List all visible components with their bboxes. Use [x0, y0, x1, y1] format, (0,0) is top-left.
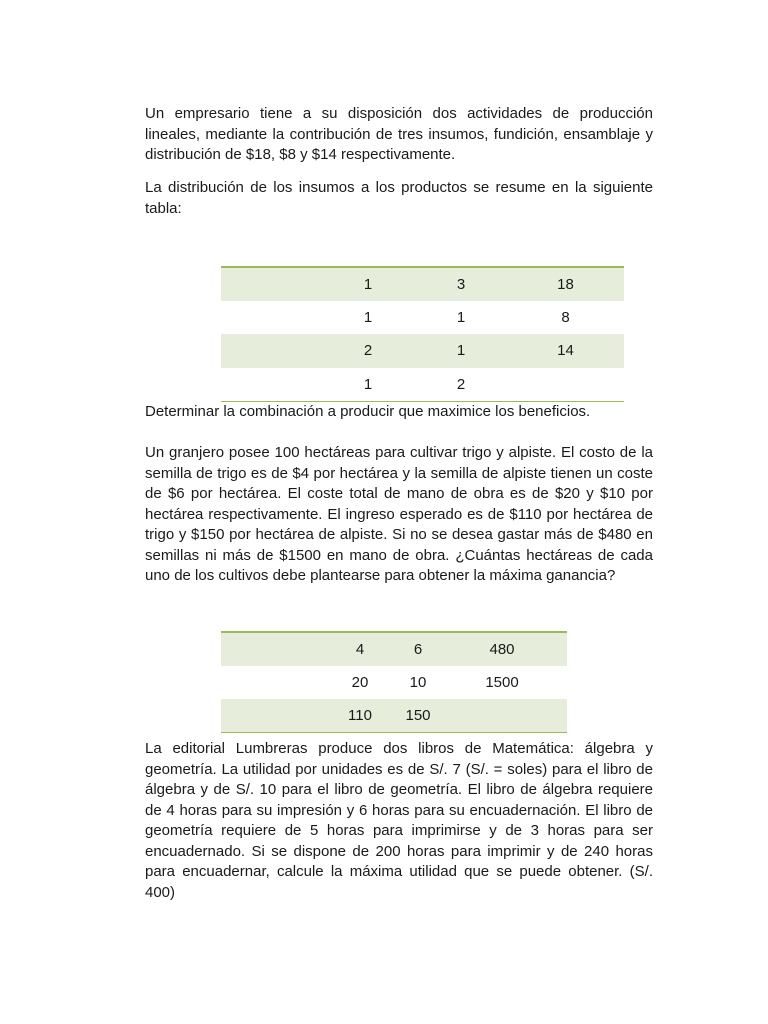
table-cell: 1 — [363, 375, 373, 393]
table-row — [221, 632, 567, 666]
table-cell: 150 — [399, 699, 437, 733]
table-cell: 480 — [437, 632, 567, 666]
table-cell — [221, 632, 321, 666]
table-cell — [221, 699, 321, 733]
table-cell — [221, 267, 321, 301]
table-cell — [507, 368, 624, 402]
table-cell — [221, 666, 321, 700]
table-cell — [221, 301, 321, 335]
table-cell — [221, 334, 321, 368]
table-cell: 18 — [507, 267, 624, 301]
problem-2-text: Un granjero posee 100 hectáreas para cultivar trigo y alpiste. El costo de la semilla de trigo es de $4 por hectárea y la semilla de alpiste tienen un coste de $6 por hectárea. El coste total de mano de obra es de $20 y $10 por hectárea respectivamente. El ingreso esperado es de $110 por hectárea de trigo y $150 por hectárea de alpiste. Si no se desea gastar más de $480 en semillas ni más de $1500 en mano de obra. ¿Cuántas hectáreas de cada uno de los cultivos debe plantearse para obtener la máxima ganancia? — [145, 444, 653, 584]
table-cell: 1 — [363, 308, 373, 326]
table-cell: 1 — [456, 308, 466, 326]
table-cell: 110 — [321, 699, 399, 733]
table-cell: 10 — [409, 673, 427, 691]
table-cell: 2 — [321, 334, 415, 368]
table-cell: 4 — [321, 632, 399, 666]
table-cell: 14 — [507, 334, 624, 368]
problem-1-intro: Un empresario tiene a su disposición dos actividades de producción lineales, mediante la contribución de tres insumos, fundición, ensamblaje y distribución de $18, $8 y $14 respectivamente. — [145, 105, 653, 163]
table-row — [221, 301, 624, 335]
problem-2-table — [221, 631, 567, 733]
table-cell — [437, 699, 567, 733]
table-cell: 2 — [456, 375, 466, 393]
table-row — [221, 267, 624, 301]
table-cell: 1 — [321, 267, 415, 301]
table-cell: 20 — [351, 673, 369, 691]
table-cell: 1500 — [485, 673, 519, 691]
table-row — [221, 334, 624, 368]
table-cell: 1 — [415, 334, 507, 368]
table-row — [221, 368, 624, 402]
problem-1-table — [221, 266, 624, 402]
table-row — [221, 666, 567, 700]
problem-3-text: La editorial Lumbreras produce dos libros de Matemática: álgebra y geometría. La utilidad por unidades es de S/. 7 (S/. = soles) para el libro de álgebra y de S/. 10 para el libro de geometría. El libro de álgebra requiere de 4 horas para su impresión y 6 horas para su encuadernación. El libro de geometría requiere de 5 horas para imprimirse y de 3 horas para ser encuadernado. Si se dispone de 200 horas para imprimir y de 240 horas para encuadernar, calcule la máxima utilidad que se puede obtener. (S/. 400) — [145, 740, 653, 901]
table-row — [221, 699, 567, 733]
problem-1-question: Determinar la combinación a producir que maximice los beneficios. — [145, 403, 591, 420]
table-cell — [221, 368, 321, 402]
table-cell: 3 — [415, 267, 507, 301]
table-cell: 6 — [399, 632, 437, 666]
table-cell: 8 — [561, 308, 570, 326]
problem-1-table-intro: La distribución de los insumos a los productos se resume en la siguiente tabla: — [145, 179, 653, 217]
